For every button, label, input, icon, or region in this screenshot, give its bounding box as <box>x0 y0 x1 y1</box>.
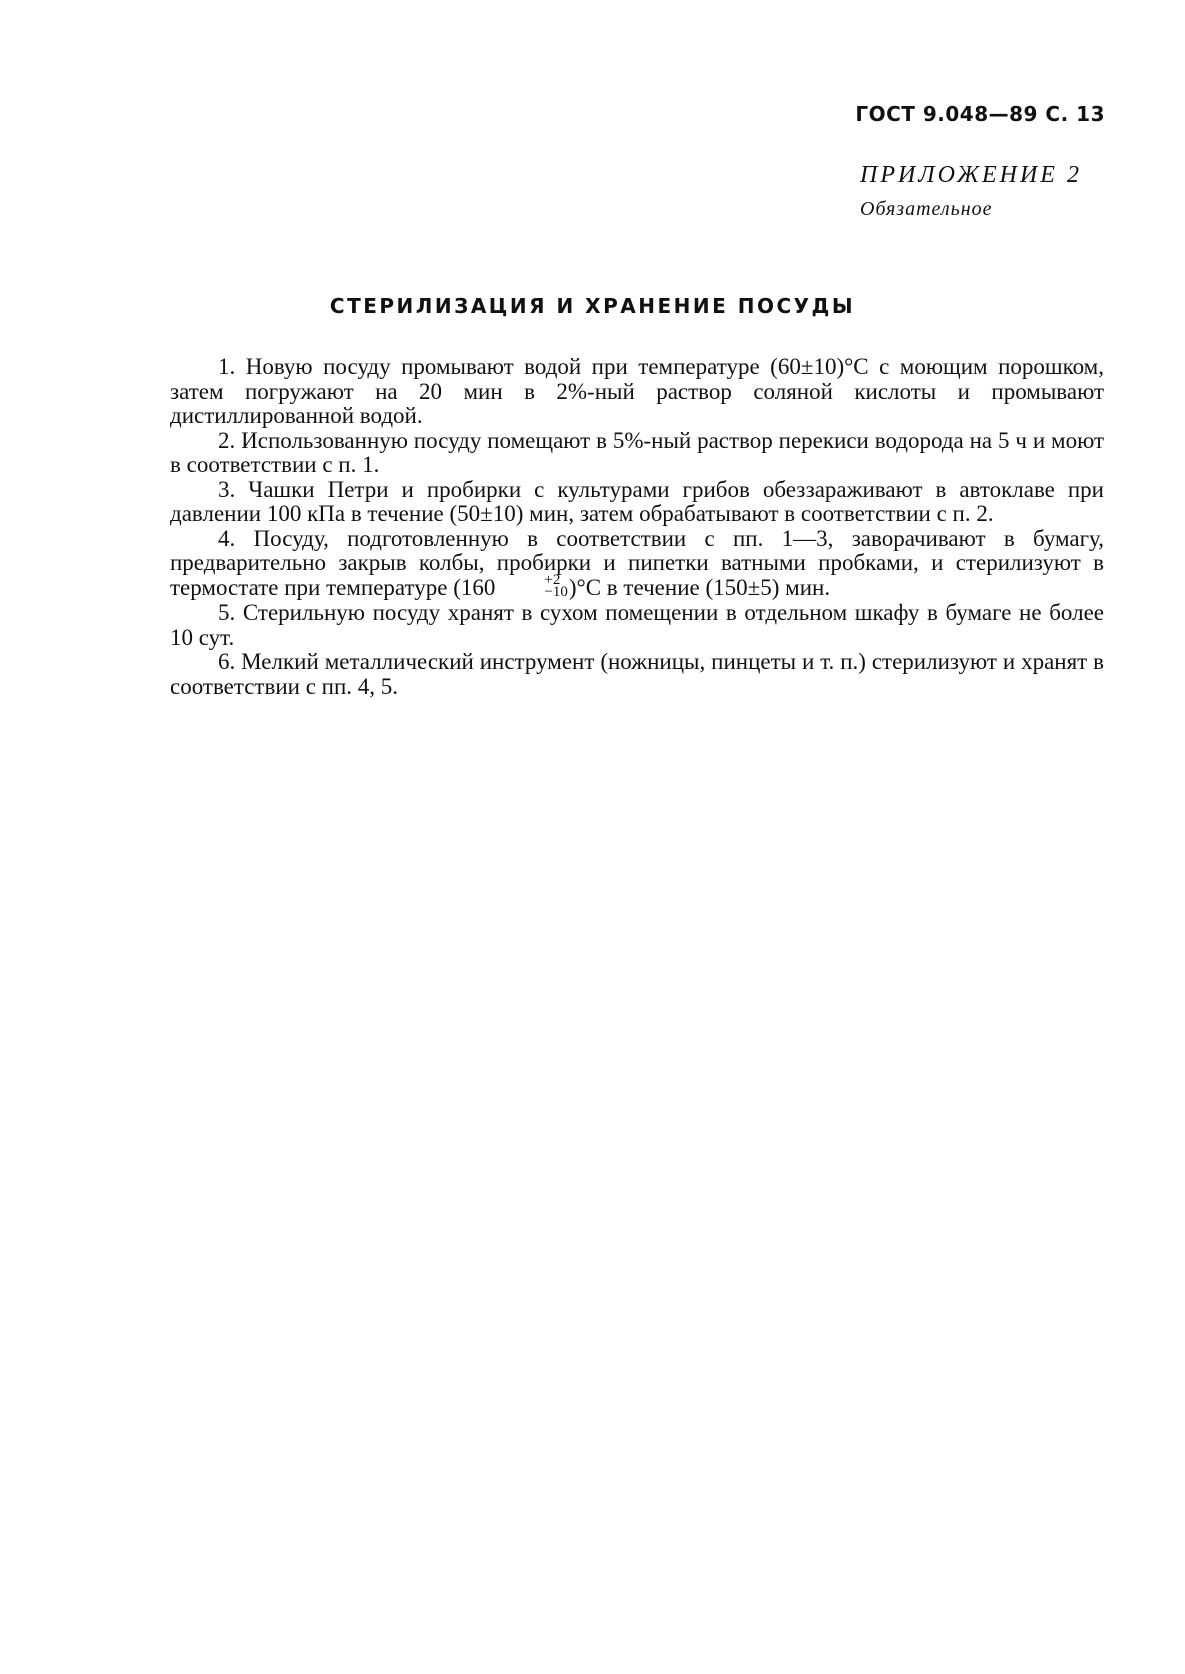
appendix-label: ПРИЛОЖЕНИЕ 2 <box>860 162 1082 188</box>
appendix-status: Обязательное <box>860 198 993 220</box>
paragraph-3: 3. Чашки Петри и пробирки с культурами грибов обеззараживают в автоклаве при давлении 100 кПа в течение (50±10) мин, затем обрабатывают в соответствии с п. 2. <box>170 476 1104 526</box>
paragraph-6: 6. Мелкий металлический инструмент (ножницы, пинцеты и т. п.) стерилизуют и хранят в соответствии с пп. 4, 5. <box>170 649 1104 699</box>
document-body <box>170 355 1104 699</box>
paragraph-1: 1. Новую посуду промывают водой при температуре (60±10)°С с моющим порошком, затем погружают на 20 мин в 2%-ный раствор соляной кислоты и промывают дистиллированной водой. <box>170 354 1104 428</box>
paragraph-4-text-before: 4. Посуду, подготовленную в соответствии с пп. 1—3, заворачивают в бумагу, предварительно закрыв колбы, пробирки и пипетки ватными пробками, и стерилизуют в термостате при температуре (160 <box>170 525 1104 600</box>
paragraph-4-text-after: )°С в течение (150±5) мин. <box>568 574 831 600</box>
standard-page-reference: ГОСТ 9.048—89 С. 13 <box>855 102 1105 126</box>
document-title: СТЕРИЛИЗАЦИЯ И ХРАНЕНИЕ ПОСУДЫ <box>329 294 856 318</box>
temperature-tolerance <box>496 572 568 601</box>
paragraph-2: 2. Использованную посуду помещают в 5%-ный раствор перекиси водорода на 5 ч и моют в соответствии с п. 1. <box>170 427 1104 477</box>
paragraph-5: 5. Стерильную посуду хранят в сухом помещении в отдельном шкафу в бумаге не более 10 сут. <box>170 600 1104 650</box>
paragraph-4 <box>170 527 1104 602</box>
tolerance-upper: +2 <box>544 572 561 589</box>
tolerance-lower: −10 <box>544 584 568 601</box>
